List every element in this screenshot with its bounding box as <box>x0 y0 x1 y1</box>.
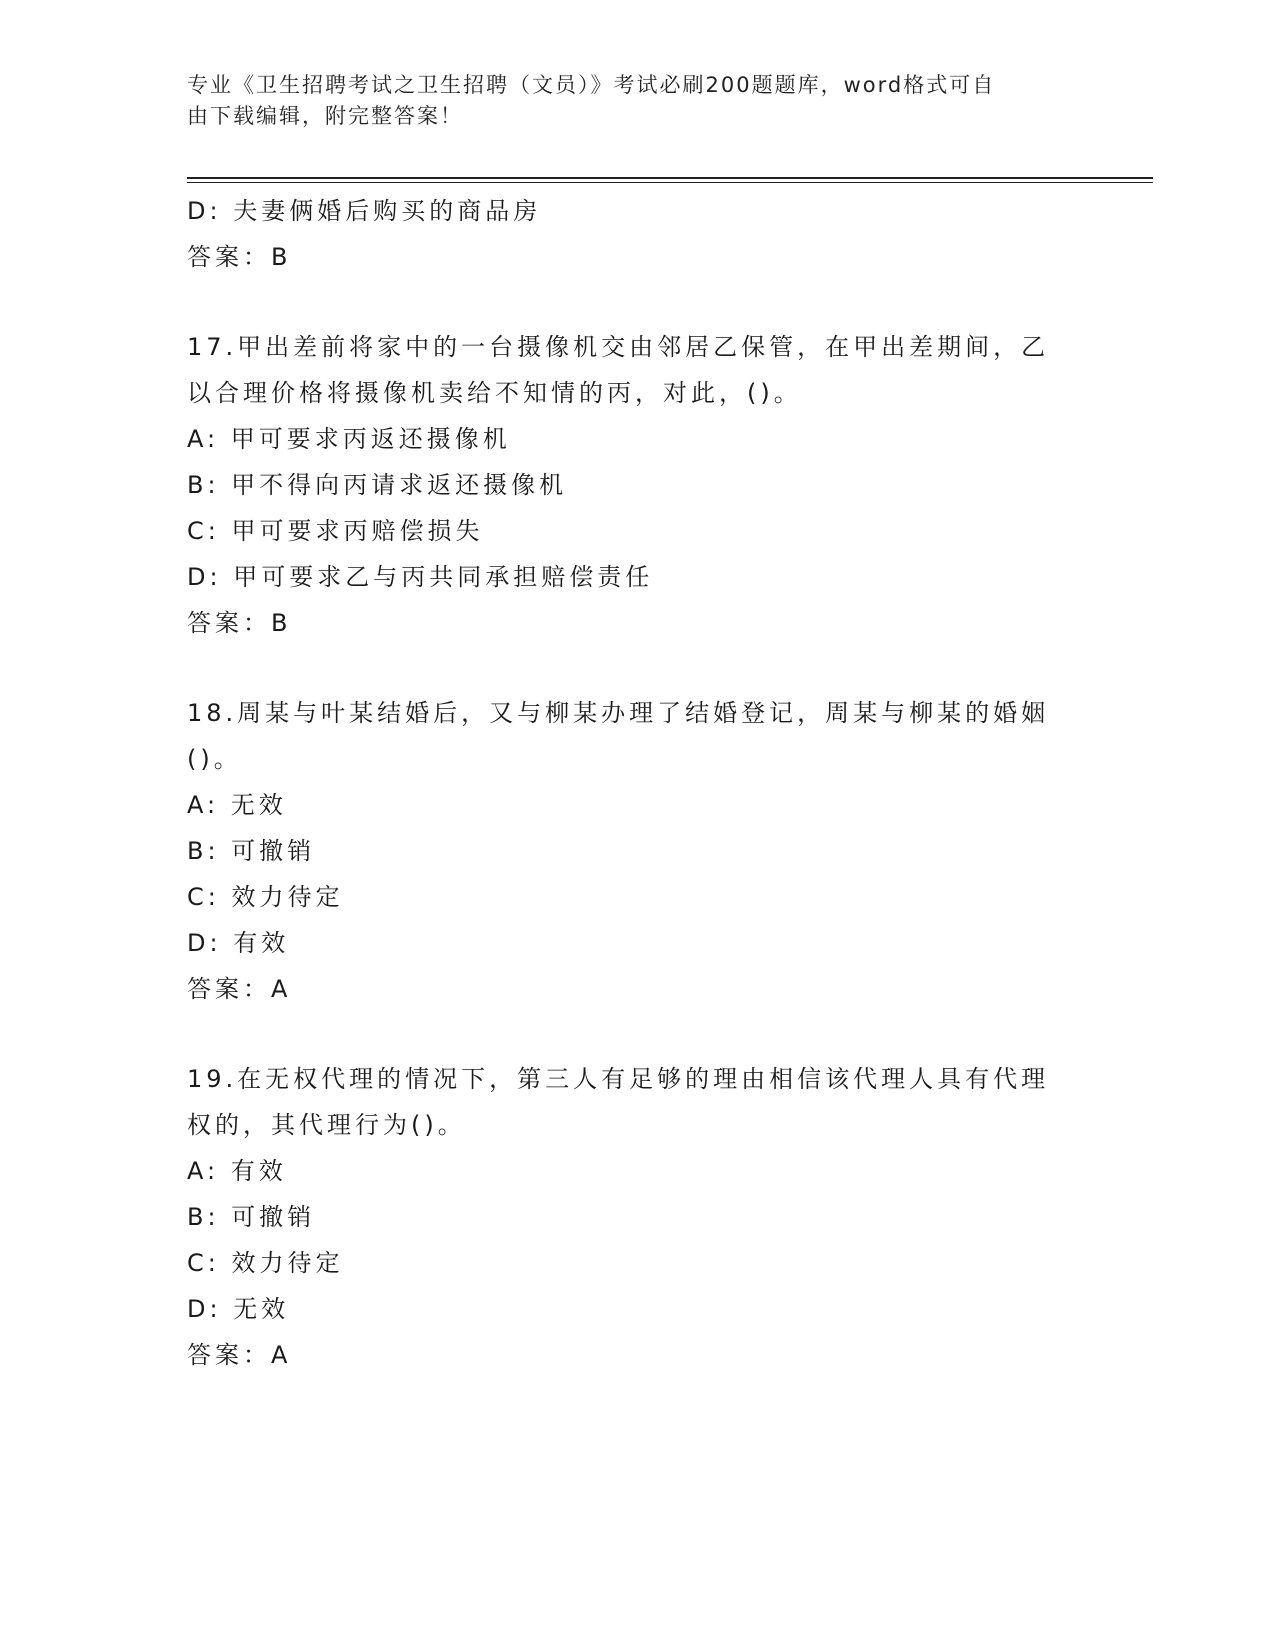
question-list <box>187 188 1087 1378</box>
option-c: C: 效力待定 <box>187 883 344 911</box>
option-d: D: 无效 <box>187 1295 290 1323</box>
question-stem-continued: 以合理价格将摄像机卖给不知情的丙，对此，()。 <box>187 379 802 407</box>
option-b: B: 甲不得向丙请求返还摄像机 <box>187 471 568 499</box>
spacer <box>187 646 1087 690</box>
option-c: C: 效力待定 <box>187 1249 344 1277</box>
spacer <box>187 280 1087 324</box>
spacer <box>187 1012 1087 1056</box>
option-a: A: 有效 <box>187 1157 287 1185</box>
header-divider-thin <box>187 182 1153 183</box>
option-d: D: 甲可要求乙与丙共同承担赔偿责任 <box>187 563 654 591</box>
question-19 <box>187 1056 1087 1378</box>
option-a: A: 甲可要求丙返还摄像机 <box>187 425 511 453</box>
option-b: B: 可撤销 <box>187 1203 316 1231</box>
option-d: D: 夫妻俩婚后购买的商品房 <box>187 197 542 225</box>
question-17 <box>187 324 1087 646</box>
option-d: D: 有效 <box>187 929 290 957</box>
answer-line: 答案：B <box>187 243 292 271</box>
option-c: C: 甲可要求丙赔偿损失 <box>187 517 484 545</box>
question-stem: 18.周某与叶某结婚后，又与柳某办理了结婚登记，周某与柳某的婚姻 <box>187 699 1050 727</box>
question-18 <box>187 690 1087 1012</box>
question-stem: 19.在无权代理的情况下，第三人有足够的理由相信该代理人具有代理 <box>187 1065 1050 1093</box>
question-stem: 17.甲出差前将家中的一台摄像机交由邻居乙保管，在甲出差期间，乙 <box>187 333 1050 361</box>
header-intro-line-2: 由下载编辑，附完整答案！ <box>187 104 463 128</box>
question-stem-continued: 权的，其代理行为()。 <box>187 1111 466 1139</box>
answer-line: 答案：A <box>187 975 292 1003</box>
header-intro-line-1: 专业《卫生招聘考试之卫生招聘（文员）》考试必刷200题题库，word格式可自 <box>187 73 996 97</box>
answer-line: 答案：B <box>187 609 292 637</box>
header-divider-thick <box>187 177 1153 179</box>
previous-question-tail <box>187 188 1087 280</box>
option-a: A: 无效 <box>187 791 287 819</box>
answer-line: 答案：A <box>187 1341 292 1369</box>
question-stem-continued: ()。 <box>187 745 242 773</box>
document-header-note <box>187 70 1067 132</box>
option-b: B: 可撤销 <box>187 837 316 865</box>
